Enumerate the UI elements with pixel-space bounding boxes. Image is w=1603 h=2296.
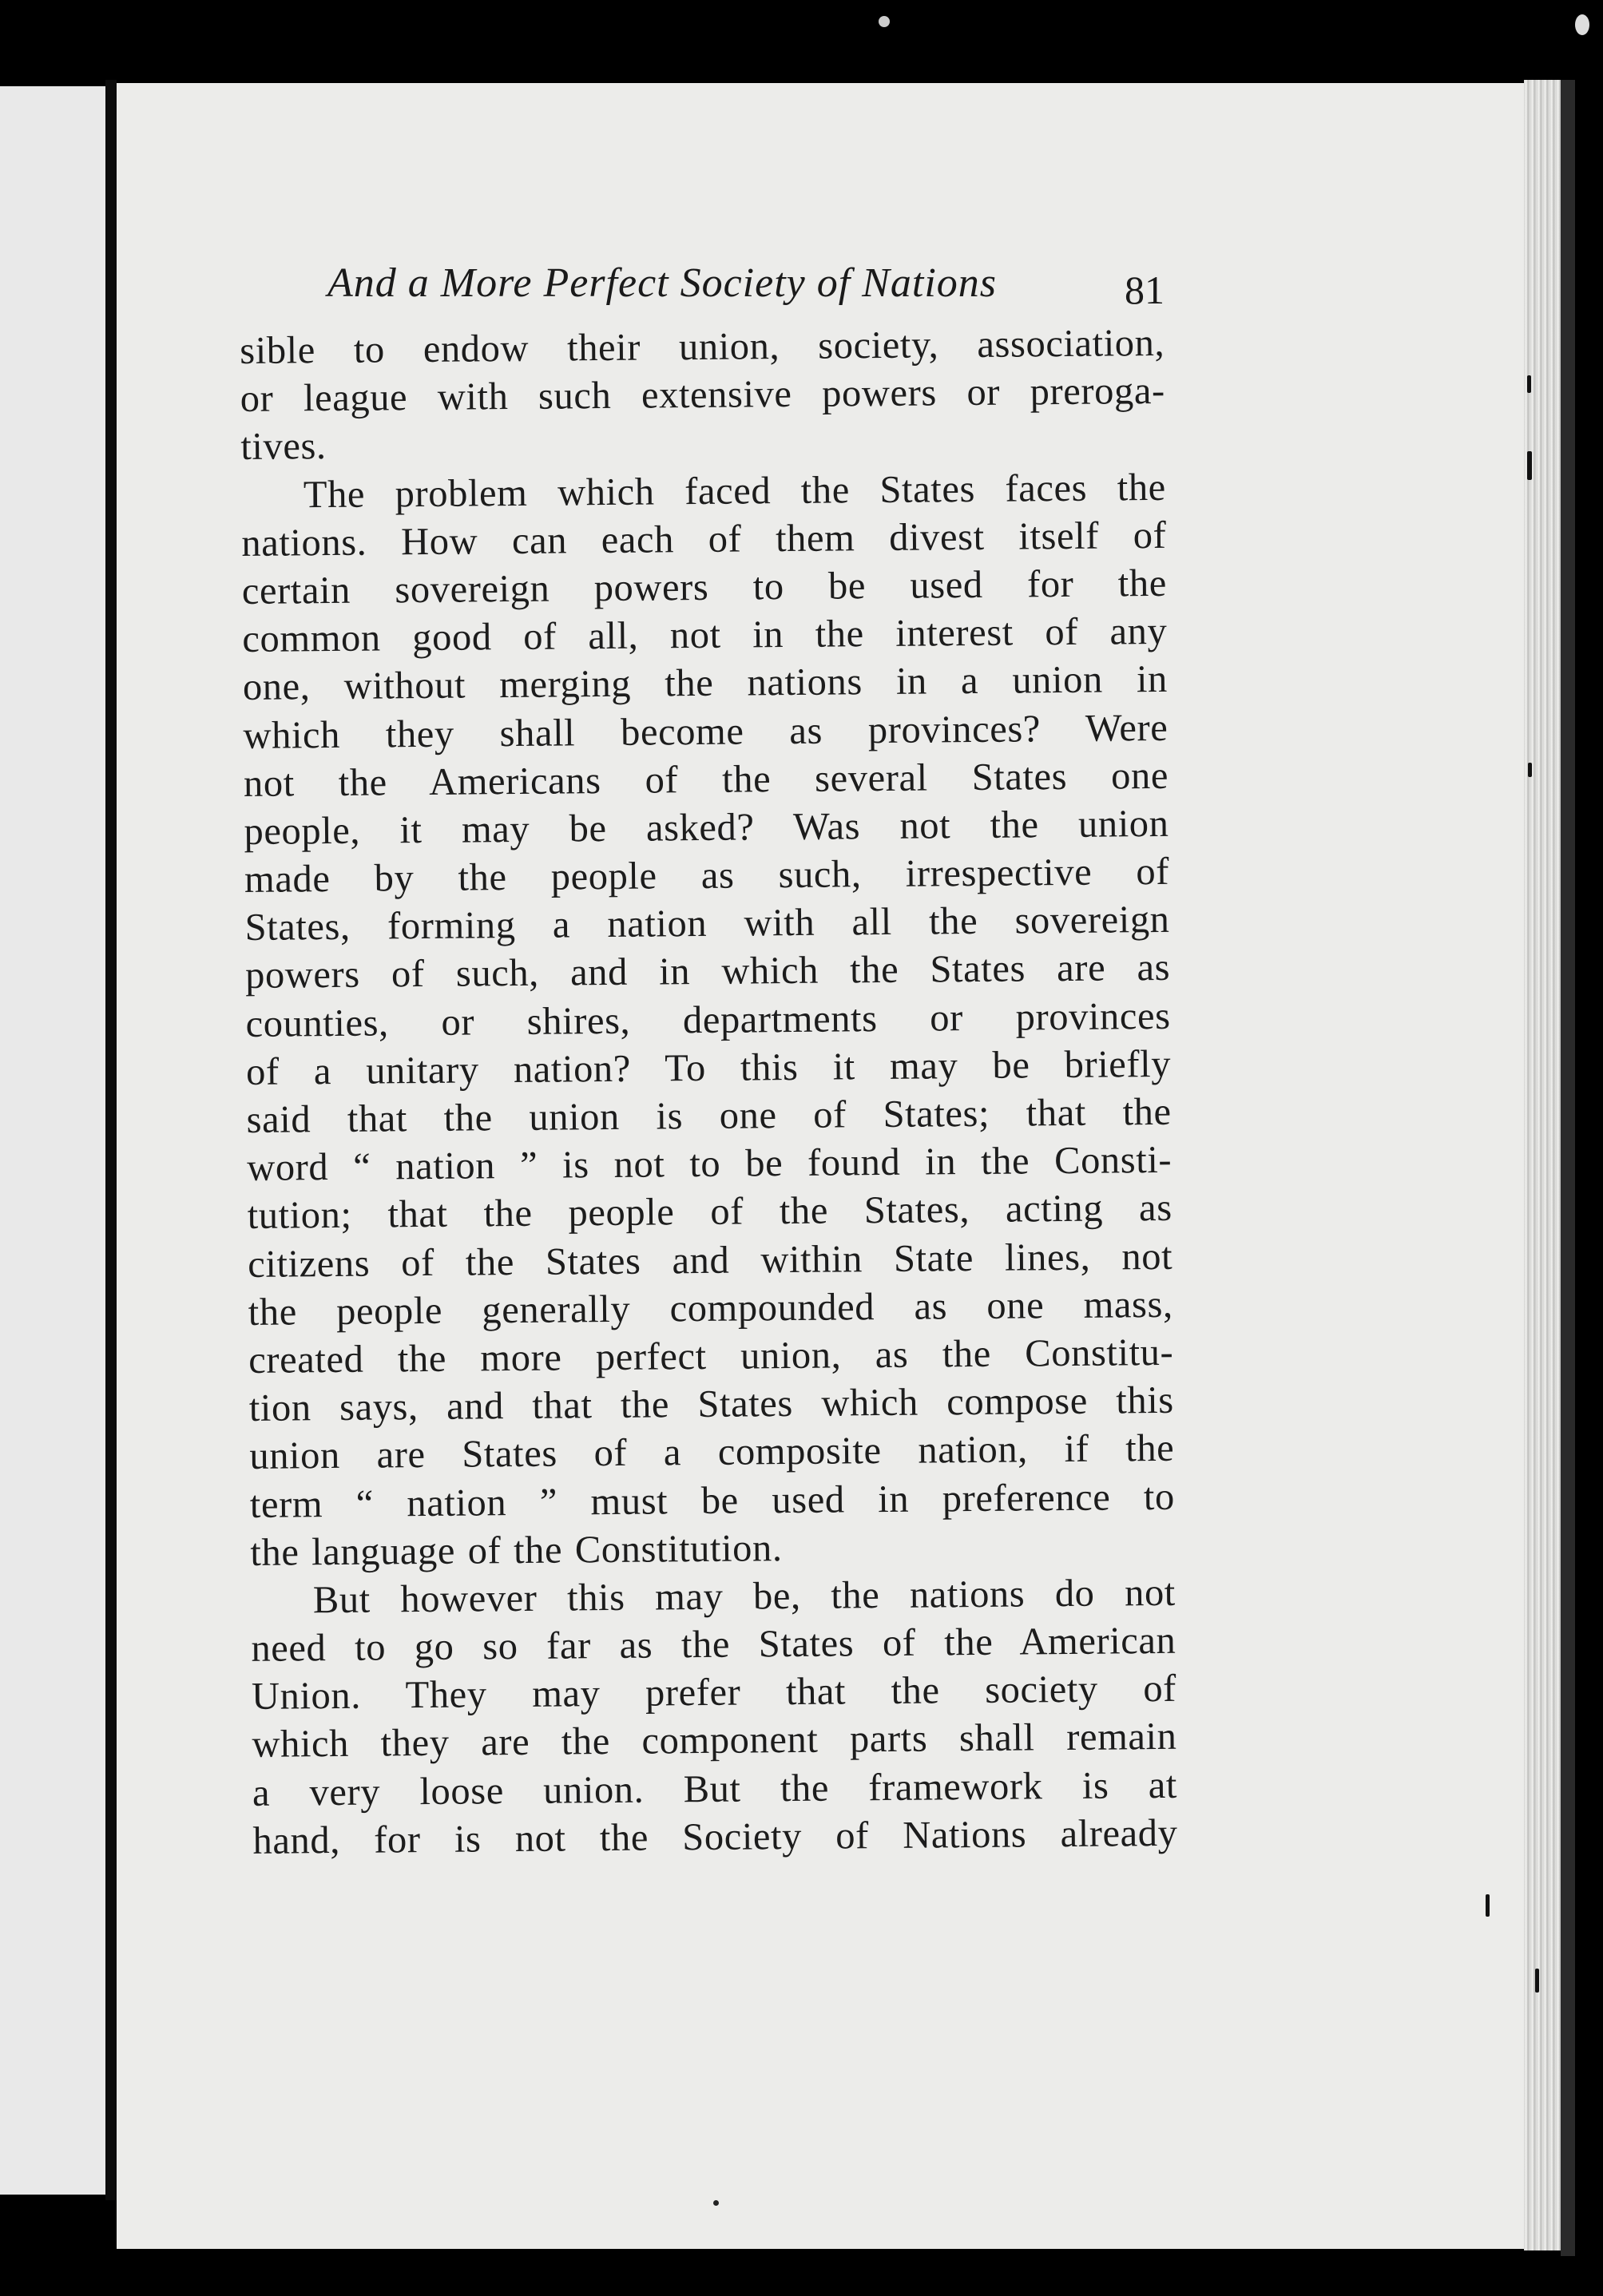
binding-mark xyxy=(1535,1969,1539,1993)
text-line: made by the people as such, irrespective of xyxy=(244,850,1170,902)
text-line: sible to endow their union, society, association, xyxy=(240,321,1165,372)
text-line: need to go so far as the States of the American xyxy=(251,1619,1176,1670)
text-line: common good of all, not in the interest of any xyxy=(242,610,1168,661)
text-line: not the Americans of the several States one xyxy=(243,754,1169,805)
text-line: term “ nation ” must be used in preference to xyxy=(249,1475,1176,1526)
scan-speck xyxy=(1575,14,1589,35)
text-line: said that the union is one of States; that the xyxy=(246,1090,1172,1141)
text-line: or league with such extensive powers or preroga- xyxy=(240,370,1165,421)
text-line: the people generally compounded as one mass, xyxy=(248,1283,1173,1334)
text-line: a very loose union. But the framework is at xyxy=(252,1763,1178,1814)
text-line: which they shall become as provinces? Were xyxy=(243,706,1169,757)
text-line: hand, for is not the Society of Nations already xyxy=(252,1811,1178,1862)
text-line: counties, or shires, departments or provinces xyxy=(245,994,1171,1045)
text-line: word “ nation ” is not to be found in the Consti- xyxy=(246,1139,1172,1190)
text-line: of a unitary nation? To this it may be briefly xyxy=(245,1042,1172,1093)
binding-mark xyxy=(1527,375,1531,393)
facing-page-edge xyxy=(0,86,105,2195)
scan-speck xyxy=(713,2200,719,2206)
binding-mark xyxy=(1528,763,1532,777)
text-line: States, forming a nation with all the sovereign xyxy=(244,898,1170,950)
body-text xyxy=(240,319,1178,1866)
text-line: But however this may be, the nations do not xyxy=(312,1571,1176,1622)
binding-mark xyxy=(1486,1894,1490,1917)
text-line: The problem which faced the States faces the xyxy=(303,466,1167,516)
text-line: tives. xyxy=(240,425,327,469)
text-line: created the more perfect union, as the Constitu- xyxy=(248,1330,1174,1382)
binding-mark xyxy=(1527,451,1532,480)
text-line: citizens of the States and within State lines, not xyxy=(248,1235,1173,1286)
text-line: tution; that the people of the States, acting as xyxy=(247,1187,1172,1238)
text-line: union are States of a composite nation, if the xyxy=(249,1427,1175,1478)
page-number: 81 xyxy=(1125,268,1165,312)
text-line: nations. How can each of them divest itself of xyxy=(241,514,1167,565)
text-line: powers of such, and in which the States are as xyxy=(244,946,1171,997)
text-line: tion says, and that the States which compose this xyxy=(248,1378,1174,1430)
text-line: which they are the component parts shall remain xyxy=(252,1715,1177,1767)
running-head: And a More Perfect Society of Nations xyxy=(327,260,997,306)
text-line: one, without merging the nations in a union in xyxy=(242,658,1169,709)
gutter-shadow xyxy=(105,80,117,2200)
scan-speck xyxy=(879,16,890,27)
text-line: the language of the Constitution. xyxy=(250,1526,783,1574)
text-line: people, it may be asked? Was not the union xyxy=(244,802,1169,853)
page-stack-shadow xyxy=(1561,80,1575,2256)
text-line: certain sovereign powers to be used for the xyxy=(241,561,1168,613)
text-line: Union. They may prefer that the society of xyxy=(251,1667,1177,1719)
